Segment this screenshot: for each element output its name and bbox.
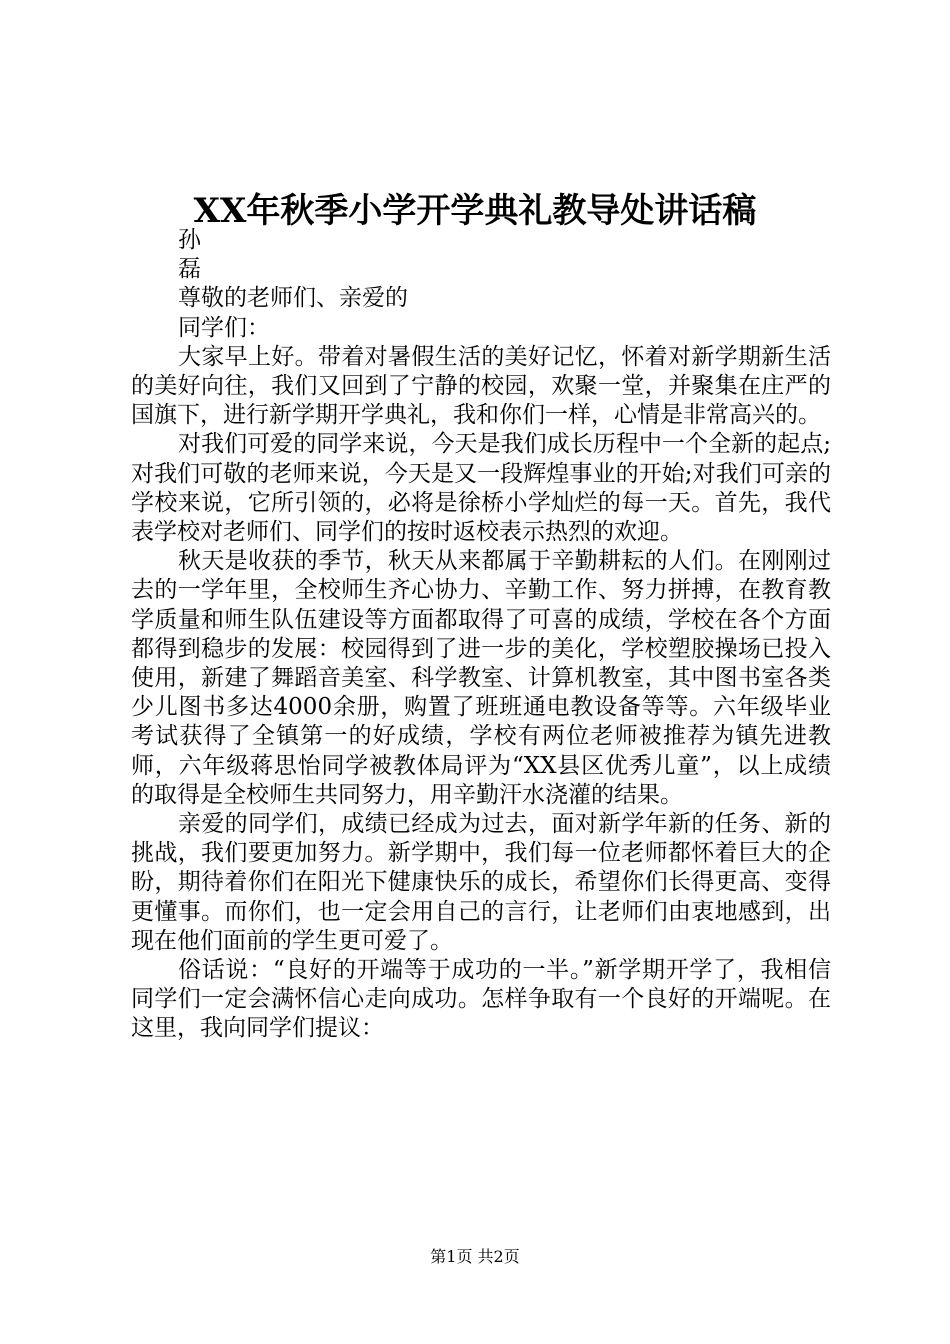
document-title: XX年秋季小学开学典礼教导处讲话稿 [193,191,757,231]
paragraph-encouragement: 亲爱的同学们，成绩已经成为过去，面对新学年新的任务、新的挑战，我们要更加努力。新学期中，我们每一位老师都怀着巨大的企盼，期待着你们在阳光下健康快乐的成长，希望你们长得更高、变得更懂事。而你们，也一定会用自己的言行，让老师们由衷地感到，出现在他们面前的学生更可爱了。 [131,811,831,954]
author-line-2: 磊 [178,256,201,283]
paragraph-proposal-intro: 俗话说：“良好的开端等于成功的一半。”新学期开学了，我相信同学们一定会满怀信心走向成功。怎样争取有一个良好的开端呢。在这里，我向同学们提议： [131,957,831,1042]
salutation-line-2: 同学们： [178,314,270,341]
author-line-1: 孙 [178,227,201,253]
document-body [131,226,831,1044]
paragraph-achievements: 秋天是收获的季节，秋天从来都属于辛勤耕耘的人们。在刚刚过去的一学年里，全校师生齐心协力、辛勤工作、努力拼搏，在教育教学质量和师生队伍建设等方面都取得了可喜的成绩，学校在各个方面都得到稳步的发展：校园得到了进一步的美化，学校塑胶操场已投入使用，新建了舞蹈音美室、科学教室、计算机教室，其中图书室各类少儿图书多达4000余册，购置了班班通电教设备等等。六年级毕业考试获得了全镇第一的好成绩，学校有两位老师被推荐为镇先进教师，六年级蒋思怡同学被教体局评为“XX县区优秀儿童”，以上成绩的取得是全校师生共同努力，用辛勤汗水浇灌的结果。 [131,548,831,808]
paragraph-greeting: 大家早上好。带着对暑假生活的美好记忆，怀着对新学期新生活的美好向往，我们又回到了宁静的校园，欢聚一堂，并聚集在庄严的国旗下，进行新学期开学典礼，我和你们一样，心情是非常高兴的。 [131,343,831,429]
page-number-footer: 第1页 共2页 [430,1247,520,1266]
salutation-line-1: 尊敬的老师们、亲爱的 [178,285,408,312]
paragraph-new-start: 对我们可爱的同学来说，今天是我们成长历程中一个全新的起点;对我们可敬的老师来说，今天是又一段辉煌事业的开始;对我们可亲的学校来说，它所引领的，必将是徐桥小学灿烂的每一天。首先，我代表学校对老师们、同学们的按时返校表示热烈的欢迎。 [131,431,831,546]
